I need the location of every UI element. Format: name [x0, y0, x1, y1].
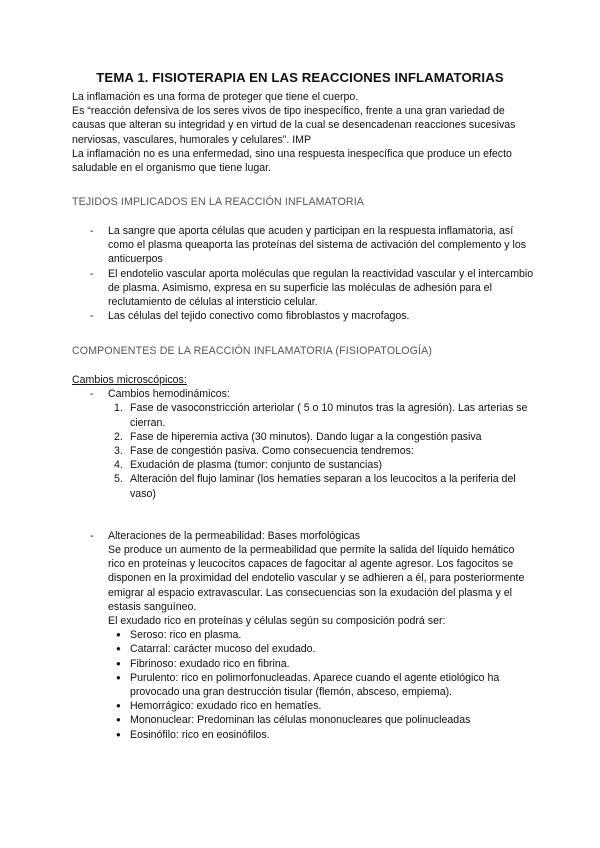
- cambios-list: [72, 387, 534, 401]
- page-title: TEMA 1. FISIOTERAPIA EN LAS REACCIONES INFLAMATORIAS: [96, 70, 504, 85]
- exudado-list: [72, 628, 534, 742]
- section-heading-tejidos: TEJIDOS IMPLICADOS EN LA REACCIÓN INFLAMATORIA: [72, 196, 365, 208]
- permeabilidad-label: - Alteraciones de la permeabilidad: Bases morfológicas: [108, 529, 361, 542]
- intro-paragraph: La inflamación no es una enfermedad, sino una respuesta inespecífica que produce un efecto saludable en el organismo que tiene lugar.: [72, 147, 512, 175]
- numbered-item: 2. Fase de hiperemia activa (30 minutos). Dando lugar a la congestión pasiva: [114, 430, 482, 443]
- bullet-item: ● Mononuclear: Predominan las células mononucleares que polinucleadas: [72, 713, 534, 727]
- bullet-item: ● Purulento: rico en polimorfonucleadas. Aparece cuando el agente etiológico ha provocado una gran destrucción tisular (flemón, absceso, empiema).: [72, 671, 534, 699]
- section-heading-componentes: COMPONENTES DE LA REACCIÓN INFLAMATORIA (FISIOPATOLOGÍA): [72, 345, 433, 357]
- numbered-item: 3. Fase de congestión pasiva. Como consecuencia tendremos:: [114, 445, 414, 458]
- intro-paragraph: La inflamación es una forma de proteger que tiene el cuerpo.: [72, 91, 359, 103]
- bullet-item: ● Fibrinoso: exudado rico en fibrina.: [72, 657, 534, 671]
- tejidos-list-block: [72, 224, 534, 323]
- intro-block: [72, 90, 528, 175]
- exudado-intro: El exudado rico en proteínas y células según su composición podrá ser:: [108, 615, 446, 628]
- intro-paragraph: Es “reacción defensiva de los seres vivos de tipo inespecífico, frente a una gran variedad de causas que alteran su integridad y en virtud de la cual se desencadenan reacciones sucesivas nerviosas, vasculares, humorales y celulares”. IMP: [72, 105, 516, 146]
- tejidos-list: [72, 224, 534, 323]
- componentes-block: [72, 373, 534, 742]
- bullet-item: ● Catarral: carácter mucoso del exudado.: [72, 642, 534, 656]
- numbered-item: 5. Alteración del flujo laminar (los hematíes separan a los leucocitos a la periferia del vaso): [114, 473, 516, 500]
- hemodinamicos-label: Cambios hemodinámicos:: [108, 388, 230, 401]
- permeabilidad-text: Se produce un aumento de la permeabilidad que permite la salida del líquido hemático rico en proteínas y leucocitos capaces de fagocitar al agente agresor. Los fagocitos se disponen en la proximidad del endotelio vascular y se adhieren a él, para posteriormente emigrar al espacio extravascular. Las consecuencias son la exudación del plasma y el estasis sanguíneo.: [108, 544, 525, 613]
- numbered-item: 1. Fase de vasoconstricción arteriolar ( 5 o 10 minutos tras la agresión). Las arterias se cierran.: [114, 402, 528, 429]
- list-item: - El endotelio vascular aporta moléculas que regulan la reactividad vascular y el intercambio de plasma. Asimismo, expresa en su superficie las moléculas de adhesión para el reclutamiento de células al intersticio celular.: [72, 267, 534, 310]
- bullet-item: ● Hemorrágico: exudado rico en hematíes.: [72, 699, 534, 713]
- bullet-item: ● Eosinófilo: rico en eosinófilos.: [72, 728, 534, 742]
- list-item: - Las células del tejido conectivo como fibroblastos y macrofagos.: [72, 309, 534, 323]
- hemodinamicos-list: [72, 401, 534, 500]
- subheading-cambios-microscopicos: Cambios microscópicos:: [72, 374, 187, 386]
- numbered-item: 4. Exudación de plasma (tumor: conjunto de sustancias): [114, 459, 383, 472]
- bullet-item: ● Seroso: rico en plasma.: [72, 628, 534, 642]
- list-item: - La sangre que aporta células que acuden y participan en la respuesta inflamatoria, así como el plasma queaporta las proteínas del sistema de activación del complemento y los anticuerpos: [72, 224, 534, 267]
- permeabilidad-list: [72, 529, 534, 628]
- list-item-permeabilidad: [72, 529, 534, 628]
- list-item-hemodinamicos: [72, 387, 534, 401]
